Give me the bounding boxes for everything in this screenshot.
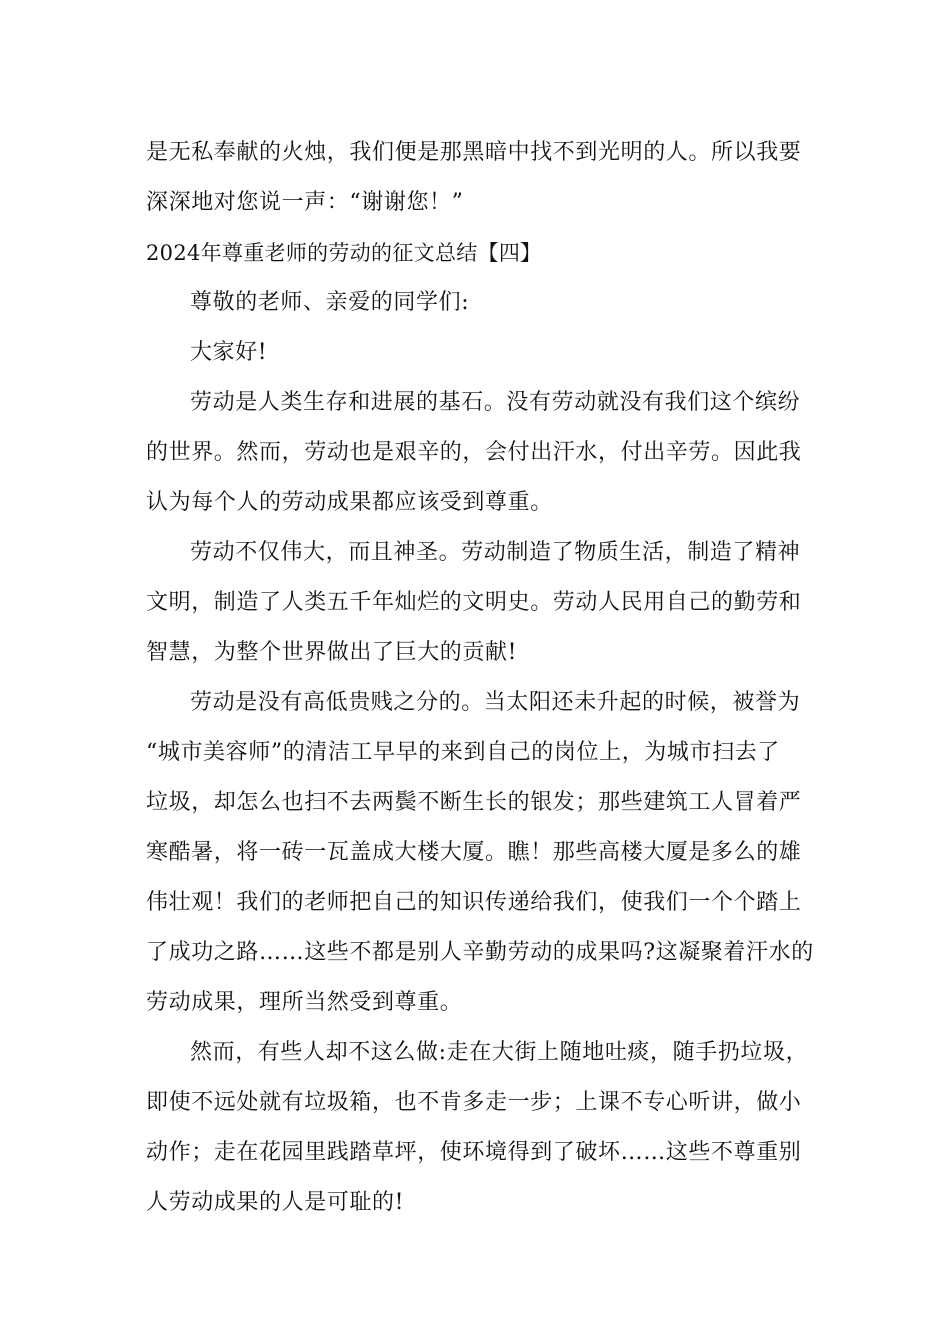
paragraph-2 [146, 528, 808, 678]
greeting: 大家好! [190, 340, 268, 365]
paragraph-1 [146, 378, 808, 528]
text-line: 深深地对您说一声：“谢谢您！” [146, 190, 464, 215]
text-line: 动作；走在花园里践踏草坪，使环境得到了破坏……这些不尊重别 [146, 1140, 802, 1165]
text-line: 人劳动成果的人是可耻的! [146, 1190, 405, 1215]
text-line: 智慧，为整个世界做出了巨大的贡献! [146, 640, 518, 665]
text-line: 然而，有些人却不这么做:走在大街上随地吐痰，随手扔垃圾， [190, 1040, 809, 1065]
text-line: “城市美容师”的清洁工早早的来到自己的岗位上，为城市扫去了 [146, 740, 780, 765]
paragraph-3 [146, 678, 814, 1028]
text-line: 劳动不仅伟大，而且神圣。劳动制造了物质生活，制造了精神 [190, 540, 801, 565]
text-line: 垃圾，却怎么也扫不去两鬓不断生长的银发；那些建筑工人冒着严 [146, 790, 802, 815]
text-line: 劳动是没有高低贵贱之分的。当太阳还未升起的时候，被誉为 [190, 690, 801, 715]
text-line: 了成功之路……这些不都是别人辛勤劳动的成果吗?这凝聚着汗水的 [146, 940, 814, 965]
section-heading: 2024年尊重老师的劳动的征文总结【四】 [146, 241, 542, 265]
text-line: 即使不远处就有垃圾箱，也不肯多走一步；上课不专心听讲，做小 [146, 1090, 802, 1115]
document-page [146, 128, 814, 1228]
text-line: 的世界。然而，劳动也是艰辛的，会付出汗水，付出辛劳。因此我 [146, 440, 802, 465]
text-line: 寒酷暑，将一砖一瓦盖成大楼大厦。瞧！那些高楼大厦是多么的雄 [146, 840, 802, 865]
text-line: 是无私奉献的火烛，我们便是那黑暗中找不到光明的人。所以我要 [146, 140, 802, 165]
text-line: 伟壮观！我们的老师把自己的知识传递给我们，使我们一个个踏上 [146, 890, 802, 915]
paragraph-4 [146, 1028, 808, 1228]
text-line: 认为每个人的劳动成果都应该受到尊重。 [146, 490, 553, 515]
salutation: 尊敬的老师、亲爱的同学们: [190, 290, 470, 315]
text-line: 劳动成果，理所当然受到尊重。 [146, 990, 463, 1015]
text-line: 文明，制造了人类五千年灿烂的文明史。劳动人民用自己的勤劳和 [146, 590, 802, 615]
intro-paragraph [146, 128, 808, 228]
text-line: 劳动是人类生存和进展的基石。没有劳动就没有我们这个缤纷 [190, 390, 801, 415]
